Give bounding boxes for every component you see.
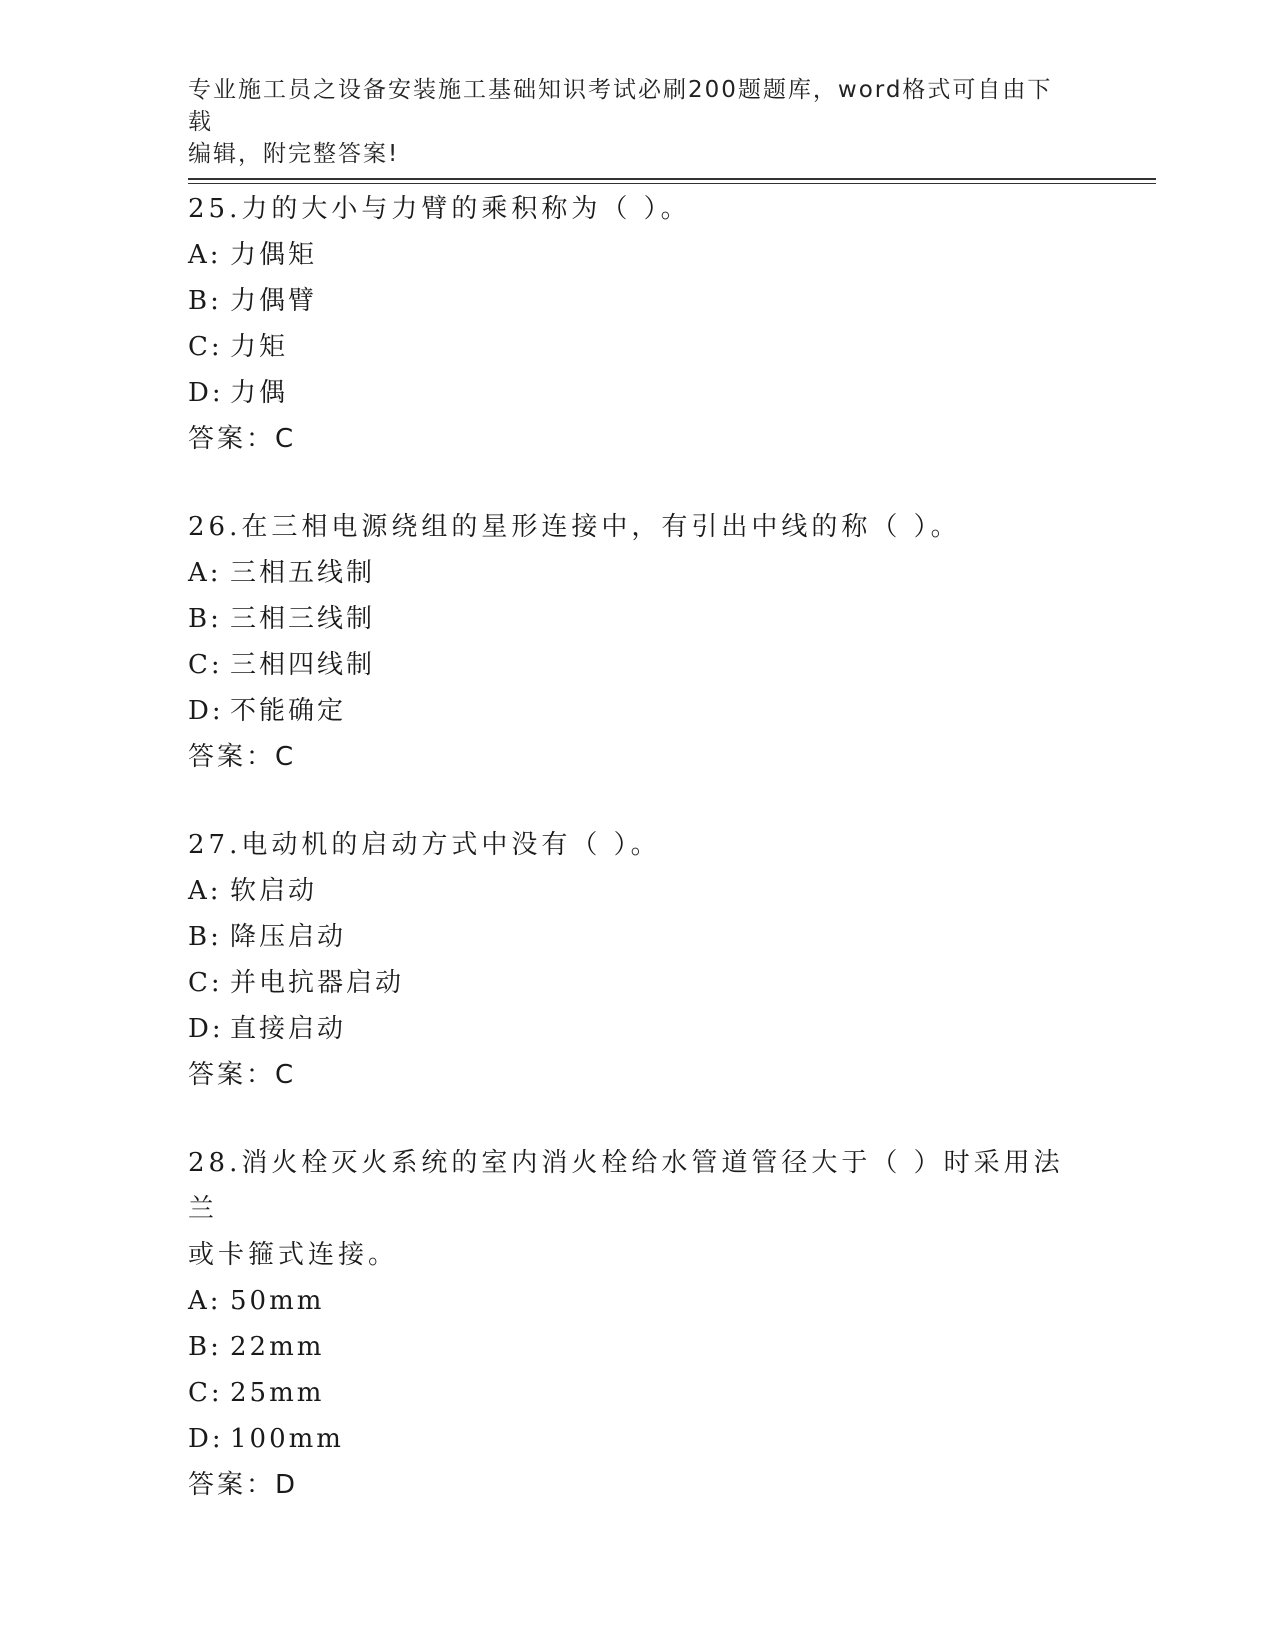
question-stem: 27.电动机的启动方式中没有（ ）。 (188, 830, 661, 860)
option-a (188, 868, 1088, 914)
option-a (188, 1278, 1088, 1324)
option-text: 不能确定 (230, 696, 347, 726)
option-b (188, 596, 1088, 642)
option-text: 22mm (230, 1332, 325, 1362)
option-key: A: (188, 1286, 222, 1316)
option-text: 软启动 (230, 876, 318, 906)
header-line-2: 编辑，附完整答案! (188, 141, 400, 167)
option-a (188, 232, 1088, 278)
option-a (188, 550, 1088, 596)
option-text: 并电抗器启动 (230, 968, 405, 998)
option-d (188, 1006, 1088, 1052)
option-key: D: (188, 378, 224, 408)
option-text: 力偶矩 (230, 240, 318, 270)
option-key: A: (188, 240, 222, 270)
option-key: C: (188, 650, 223, 680)
question-stem: 26.在三相电源绕组的星形连接中，有引出中线的称（ ）。 (188, 512, 961, 542)
option-d (188, 688, 1088, 734)
option-text: 三相三线制 (230, 604, 376, 634)
option-text: 25mm (230, 1378, 325, 1408)
answer-text: 答案：C (188, 742, 297, 772)
option-c (188, 1370, 1088, 1416)
question-25 (188, 186, 1088, 462)
option-b (188, 278, 1088, 324)
question-27 (188, 822, 1088, 1098)
option-key: A: (188, 876, 222, 906)
option-key: C: (188, 332, 223, 362)
question-stem-line-1: 28.消火栓灭火系统的室内消火栓给水管道管径大于（ ）时采用法兰 (188, 1148, 1064, 1224)
option-key: B: (188, 1332, 222, 1362)
option-text: 三相四线制 (230, 650, 376, 680)
option-key: C: (188, 968, 223, 998)
option-key: B: (188, 604, 222, 634)
question-28 (188, 1140, 1088, 1508)
option-text: 直接启动 (230, 1014, 347, 1044)
option-text: 三相五线制 (230, 558, 376, 588)
option-b (188, 914, 1088, 960)
answer-text: 答案：C (188, 1060, 297, 1090)
option-c (188, 960, 1088, 1006)
option-d (188, 370, 1088, 416)
header-line-1: 专业施工员之设备安装施工基础知识考试必刷200题题库，word格式可自由下载 (188, 77, 1053, 135)
option-key: B: (188, 286, 222, 316)
option-c (188, 324, 1088, 370)
option-text: 降压启动 (230, 922, 347, 952)
option-c (188, 642, 1088, 688)
option-text: 力偶臂 (230, 286, 318, 316)
question-stem: 25.力的大小与力臂的乘积称为（ ）。 (188, 194, 691, 224)
option-key: C: (188, 1378, 223, 1408)
option-text: 力矩 (230, 332, 289, 362)
option-key: A: (188, 558, 222, 588)
option-key: D: (188, 696, 224, 726)
question-stem-line-2: 或卡箍式连接。 (188, 1240, 399, 1270)
document-header (188, 74, 1068, 170)
question-26 (188, 504, 1088, 780)
option-b (188, 1324, 1088, 1370)
header-divider (188, 178, 1156, 184)
option-key: B: (188, 922, 222, 952)
option-d (188, 1416, 1088, 1462)
answer-text: 答案：C (188, 424, 297, 454)
option-text: 100mm (230, 1424, 344, 1454)
option-key: D: (188, 1014, 224, 1044)
answer-text: 答案：D (188, 1470, 299, 1500)
option-text: 50mm (230, 1286, 325, 1316)
option-text: 力偶 (230, 378, 289, 408)
option-key: D: (188, 1424, 224, 1454)
